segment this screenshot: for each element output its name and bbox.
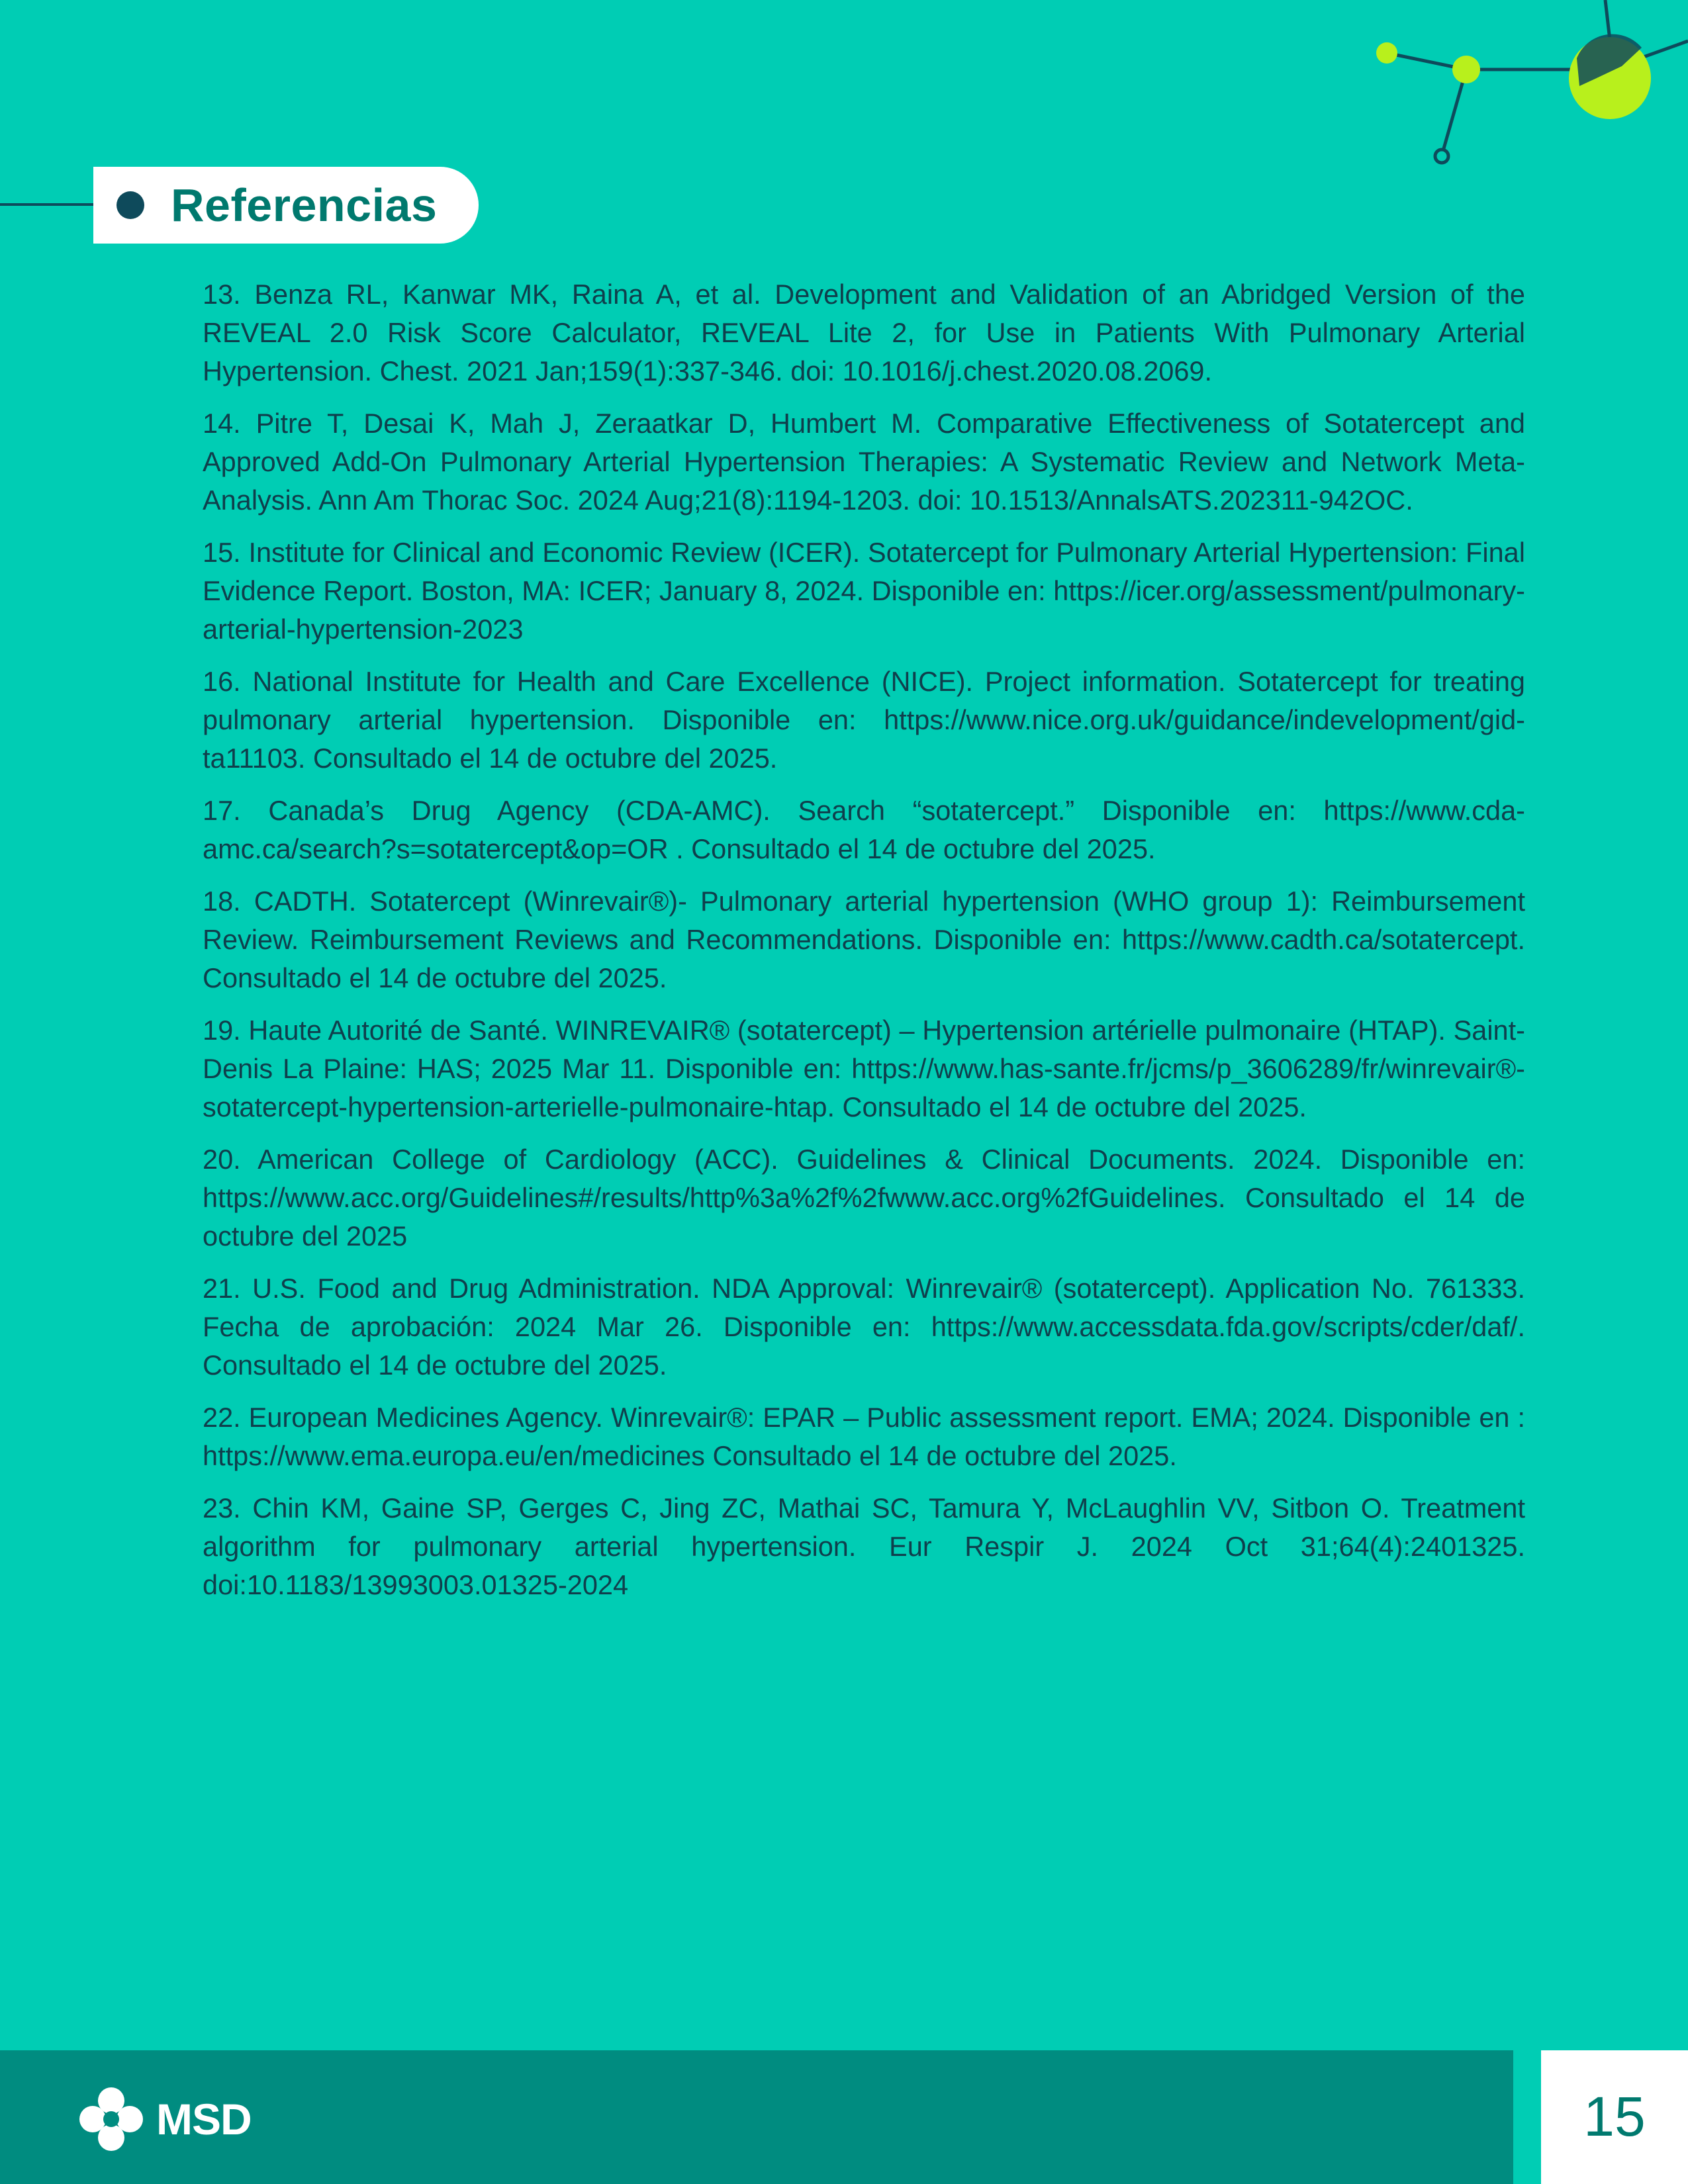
brand-name: MSD (156, 2095, 252, 2144)
reference-15: 15. Institute for Clinical and Economic Review (ICER). Sotatercept for Pulmonary Arterial Hypertension: Final Evidence Report. Boston, MA: ICER; January 8, 2024. Disponible en: https://icer.org/assessment/pulmonary-arterial-hypertension-2023 (203, 537, 1525, 645)
msd-logo-icon (78, 2086, 144, 2152)
reference-19: 19. Haute Autorité de Santé. WINREVAIR® (sotatercept) – Hypertension artérielle pulmonaire (HTAP). Saint-Denis La Plaine: HAS; 2025 Mar 11. Disponible en: https://www.has-sante.fr/jcms/p_3606289/fr/winrevair®-sotatercept-hypertension-arterielle-pulmonaire-htap. Consultado el 14 de octubre del 2025. (203, 1015, 1525, 1122)
reference-list (203, 275, 1525, 1618)
reference-20: 20. American College of Cardiology (ACC). Guidelines & Clinical Documents. 2024. Disponible en: https://www.acc.org/Guidelines#/results/http%3a%2f%2fwww.acc.org%2fGuidelines. Consultado el 14 de octubre del 2025 (203, 1144, 1525, 1251)
reference-13: 13. Benza RL, Kanwar MK, Raina A, et al. Development and Validation of an Abridged Version of the REVEAL 2.0 Risk Score Calculator, REVEAL Lite 2, for Use in Patients With Pulmonary Arterial Hypertension. Chest. 2021 Jan;159(1):337-346. doi: 10.1016/j.chest.2020.08.2069. (203, 279, 1525, 387)
msd-logo (78, 2086, 263, 2152)
reference-14: 14. Pitre T, Desai K, Mah J, Zeraatkar D, Humbert M. Comparative Effectiveness of Sotatercept and Approved Add-On Pulmonary Arterial Hypertension Therapies: A Systematic Review and Network Meta-Analysis. Ann Am Thorac Soc. 2024 Aug;21(8):1194-1203. doi: 10.1513/AnnalsATS.202311-942OC. (203, 408, 1525, 516)
page-title: Referencias (171, 179, 438, 231)
page-number: 15 (1583, 2085, 1646, 2148)
title-bullet-icon (117, 191, 144, 219)
reference-16: 16. National Institute for Health and Care Excellence (NICE). Project information. Sotatercept for treating pulmonary arterial hypertension. Disponible en: https://www.nice.org.uk/guidance/indevelopment/gid-ta11103. Consultado el 14 de octubre del 2025. (203, 666, 1525, 774)
reference-22: 22. European Medicines Agency. Winrevair®: EPAR – Public assessment report. EMA; 2024. Disponible en : https://www.ema.europa.eu/en/medicines Consultado el 14 de octubre del 2025. (203, 1402, 1525, 1471)
reference-23: 23. Chin KM, Gaine SP, Gerges C, Jing ZC, Mathai SC, Tamura Y, McLaughlin VV, Sitbon O. Treatment algorithm for pulmonary arterial hypertension. Eur Respir J. 2024 Oct 31;64(4):2401325. doi:10.1183/13993003.01325-2024 (203, 1492, 1525, 1600)
page-number-box (1541, 2050, 1688, 2184)
reference-21: 21. U.S. Food and Drug Administration. NDA Approval: Winrevair® (sotatercept). Application No. 761333. Fecha de aprobación: 2024 Mar 26. Disponible en: https://www.accessdata.fda.gov/scripts/cder/daf/. Consultado el 14 de octubre del 2025. (203, 1273, 1525, 1381)
reference-17: 17. Canada’s Drug Agency (CDA-AMC). Search “sotatercept.” Disponible en: https://www.cda-amc.ca/search?s=sotatercept&op=OR . Consultado el 14 de octubre del 2025. (203, 795, 1525, 864)
reference-18: 18. CADTH. Sotatercept (Winrevair®)- Pulmonary arterial hypertension (WHO group 1): Reimbursement Review. Reimbursement Reviews and Recommendations. Disponible en: https://www.cadth.ca/sotatercept. Consultado el 14 de octubre del 2025. (203, 886, 1525, 993)
molecule-decoration-icon (1350, 0, 1688, 172)
